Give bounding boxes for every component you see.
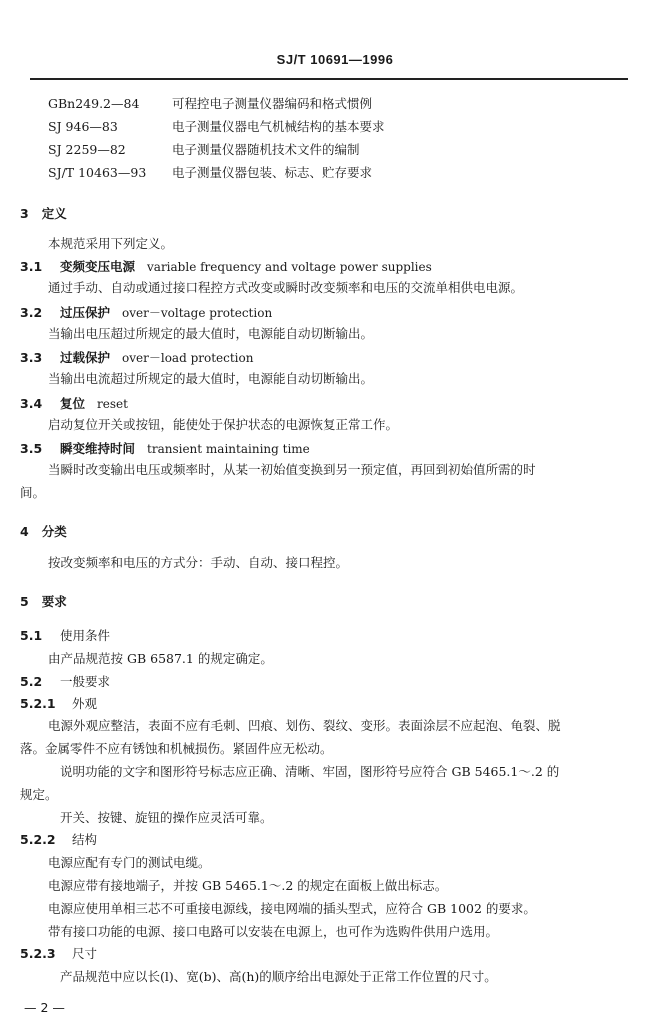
section-title: 分类: [41, 524, 67, 539]
clause-number: 3.1: [20, 259, 43, 274]
term-en: over－voltage protection: [122, 306, 273, 320]
term-zh: 过载保护: [60, 350, 111, 365]
term-3-3: [60, 350, 253, 366]
clause-text: 产品规范中应以长(l)、宽(b)、高(h)的顺序给出电源处于正常工作位置的尺寸。: [60, 969, 497, 984]
clause-number: 3.5: [20, 441, 43, 456]
clause-title: 结构: [72, 832, 98, 847]
ref-title: 电子测量仪器随机技术文件的编制: [172, 142, 360, 157]
section-number: 4: [20, 524, 29, 539]
clause-text-cont: 落。金属零件不应有锈蚀和机械损伤。紧固件应无松动。: [20, 741, 333, 756]
clause-title: 一般要求: [60, 674, 111, 689]
term-zh: 瞬变维持时间: [60, 441, 136, 456]
section-4-heading: [20, 524, 67, 540]
section-3-heading: [20, 206, 67, 222]
clause-text: 带有接口功能的电源、接口电路可以安装在电源上，也可作为选购件供用户选用。: [48, 924, 499, 939]
term-3-5: [60, 441, 310, 457]
ref-code: SJ 2259—82: [48, 142, 126, 157]
term-zh: 复位: [60, 396, 86, 411]
clause-text: 电源应配有专门的测试电缆。: [48, 855, 211, 870]
definition-text: 当瞬时改变输出电压或频率时，从某一初始值变换到另一预定值，再回到初始值所需的时: [48, 462, 536, 477]
clause-title: 使用条件: [60, 628, 111, 643]
clause-number: 5.2.3: [20, 946, 56, 961]
clause-text: 说明功能的文字和图形符号标志应正确、清晰、牢固，图形符号应符合 GB 5465.1～.2 的: [60, 764, 560, 779]
section-3-intro: 本规范采用下列定义。: [48, 236, 174, 251]
section-number: 3: [20, 206, 29, 221]
ref-title: 可程控电子测量仪器编码和格式惯例: [172, 96, 373, 111]
term-zh: 变频变压电源: [60, 259, 136, 274]
section-5-heading: [20, 594, 67, 610]
term-3-4: [60, 396, 128, 412]
clause-text-cont: 规定。: [20, 787, 58, 802]
clause-text: 由产品规范按 GB 6587.1 的规定确定。: [48, 651, 273, 666]
term-zh: 过压保护: [60, 305, 111, 320]
clause-number: 5.2.2: [20, 832, 56, 847]
clause-number: 3.2: [20, 305, 43, 320]
section-title: 定义: [41, 206, 67, 221]
definition-text: 通过手动、自动或通过接口程控方式改变或瞬时改变频率和电压的交流单相供电电源。: [48, 280, 524, 295]
clause-number: 5.1: [20, 628, 43, 643]
ref-title: 电子测量仪器电气机械结构的基本要求: [172, 119, 385, 134]
definition-text-cont: 间。: [20, 485, 46, 500]
term-en: variable frequency and voltage power supplies: [147, 260, 432, 274]
term-en: over－load protection: [122, 351, 254, 365]
clause-number: 5.2.1: [20, 696, 56, 711]
section-number: 5: [20, 594, 29, 609]
clause-title: 尺寸: [72, 946, 98, 961]
clause-text: 开关、按键、旋钮的操作应灵活可靠。: [60, 810, 273, 825]
definition-text: 当输出电流超过所规定的最大值时，电源能自动切断输出。: [48, 371, 374, 386]
term-en: transient maintaining time: [147, 442, 310, 456]
section-4-text: 按改变频率和电压的方式分：手动、自动、接口程控。: [48, 555, 349, 570]
term-3-1: [60, 259, 432, 275]
section-title: 要求: [41, 594, 67, 609]
standard-header: SJ/T 10691—1996: [276, 52, 394, 67]
clause-text: 电源应使用单相三芯不可重接电源线，接电网端的插头型式，应符合 GB 1002 的要求。: [48, 901, 536, 916]
clause-title: 外观: [72, 696, 98, 711]
definition-text: 当输出电压超过所规定的最大值时，电源能自动切断输出。: [48, 326, 374, 341]
ref-code: GBn249.2—84: [48, 96, 140, 111]
clause-number: 3.3: [20, 350, 43, 365]
ref-code: SJ/T 10463—93: [48, 165, 147, 180]
term-en: reset: [97, 397, 128, 411]
term-3-2: [60, 305, 272, 321]
ref-code: SJ 946—83: [48, 119, 118, 134]
header-rule: [30, 78, 628, 80]
ref-title: 电子测量仪器包装、标志、贮存要求: [172, 165, 373, 180]
page-number: — 2 —: [24, 1000, 65, 1015]
clause-number: 5.2: [20, 674, 43, 689]
clause-text: 电源应带有接地端子，并按 GB 5465.1～.2 的规定在面板上做出标志。: [48, 878, 448, 893]
clause-number: 3.4: [20, 396, 43, 411]
clause-text: 电源外观应整洁，表面不应有毛刺、凹痕、划伤、裂纹、变形。表面涂层不应起泡、龟裂、脱: [48, 718, 561, 733]
definition-text: 启动复位开关或按钮，能使处于保护状态的电源恢复正常工作。: [48, 417, 399, 432]
